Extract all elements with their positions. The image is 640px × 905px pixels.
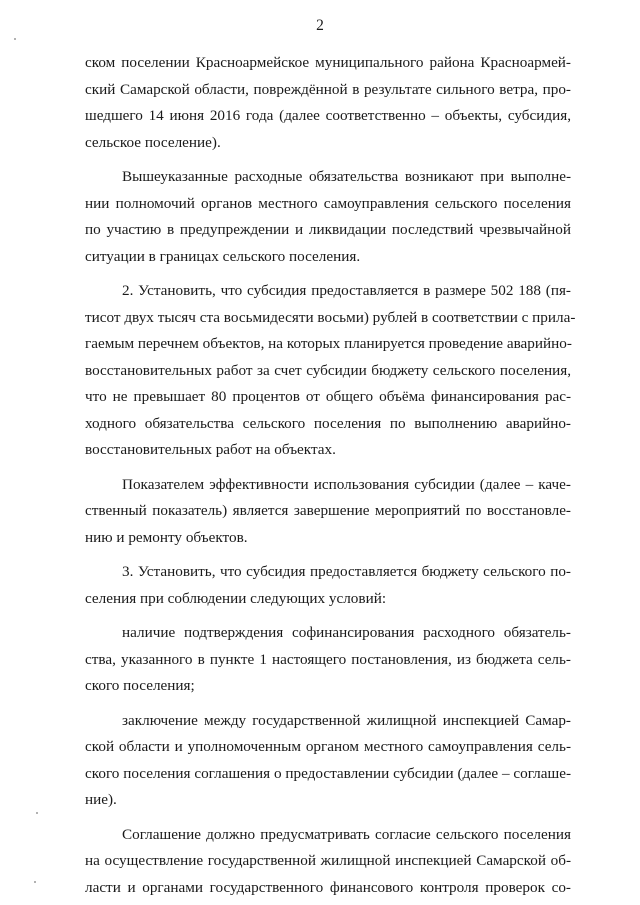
paragraph-obligations [85, 164, 571, 270]
paragraph-agreement-terms [85, 822, 571, 902]
paragraph-continuation [85, 50, 571, 156]
text-line: нии полномочий органов местного самоуправления сельского поселения [85, 194, 571, 212]
paragraph-condition-cofinancing [85, 620, 571, 700]
text-line: по участию в предупреждении и ликвидации последствий чрезвычайной [85, 221, 571, 238]
text-line: на осуществление государственной жилищной инспекцией Самарской об- [85, 852, 571, 869]
text-line: нию и ремонту объектов. [85, 528, 248, 546]
text-line: ходного обязательства сельского поселения по выполнению аварийно- [85, 414, 571, 432]
text-line: что не превышает 80 процентов от общего объёма финансирования рас- [85, 388, 571, 405]
text-line: селения при соблюдении следующих условий: [85, 589, 387, 607]
text-line: Показателем эффективности использования субсидии (далее – каче- [122, 475, 571, 493]
text-line: ского поселения соглашения о предоставлении субсидии (далее – соглаше- [85, 764, 571, 782]
text-line: заключение между государственной жилищной инспекцией Самар- [122, 711, 571, 729]
text-line: восстановительных работ за счет субсидии бюджету сельского поселения, [85, 361, 571, 379]
text-line: гаемым перечнем объектов, на которых планируется проведение аварийно- [85, 335, 572, 352]
text-line: ласти и органами государственного финансового контроля проверок со- [85, 878, 571, 896]
text-line: ского поселения; [85, 677, 195, 694]
text-line: шедшего 14 июня 2016 года (далее соответственно – объекты, субсидия, [85, 107, 571, 124]
text-line: 2. Установить, что субсидия предоставляется в размере 502 188 (пя- [122, 282, 571, 299]
document-body [85, 50, 576, 901]
text-line: восстановительных работ на объектах. [85, 441, 336, 458]
text-line: ственный показатель) является завершение мероприятий по восстановле- [85, 502, 571, 519]
text-line: наличие подтверждения софинансирования расходного обязатель- [122, 624, 571, 641]
scan-speck [34, 881, 36, 883]
text-line: тисот двух тысяч ста восьмидесяти восьми) рублей в соответствии с прила- [85, 308, 576, 326]
paragraph-condition-agreement [85, 708, 571, 814]
text-line: 3. Установить, что субсидия предоставляется бюджету сельского по- [122, 563, 571, 580]
text-line: Соглашение должно предусматривать согласие сельского поселения [122, 825, 571, 843]
text-line: ситуации в границах сельского поселения. [85, 247, 361, 265]
text-line: ский Самарской области, повреждённой в результате сильного ветра, про- [85, 80, 571, 98]
text-line: ской области и уполномоченным органом местного самоуправления сель- [85, 738, 571, 755]
text-line: сельское поселение). [85, 133, 221, 151]
paragraph-item-3 [85, 559, 571, 612]
text-line: ском поселении Красноармейское муниципального района Красноармей- [85, 54, 571, 71]
text-line: Вышеуказанные расходные обязательства возникают при выполне- [122, 168, 571, 185]
text-line: ние). [85, 791, 117, 808]
text-line: ства, указанного в пункте 1 настоящего постановления, из бюджета сель- [85, 650, 571, 668]
paragraph-item-2 [85, 278, 576, 464]
page-number: 2 [316, 17, 324, 34]
scan-speck [36, 812, 38, 814]
scan-speck [14, 38, 16, 40]
paragraph-indicator [85, 472, 571, 552]
